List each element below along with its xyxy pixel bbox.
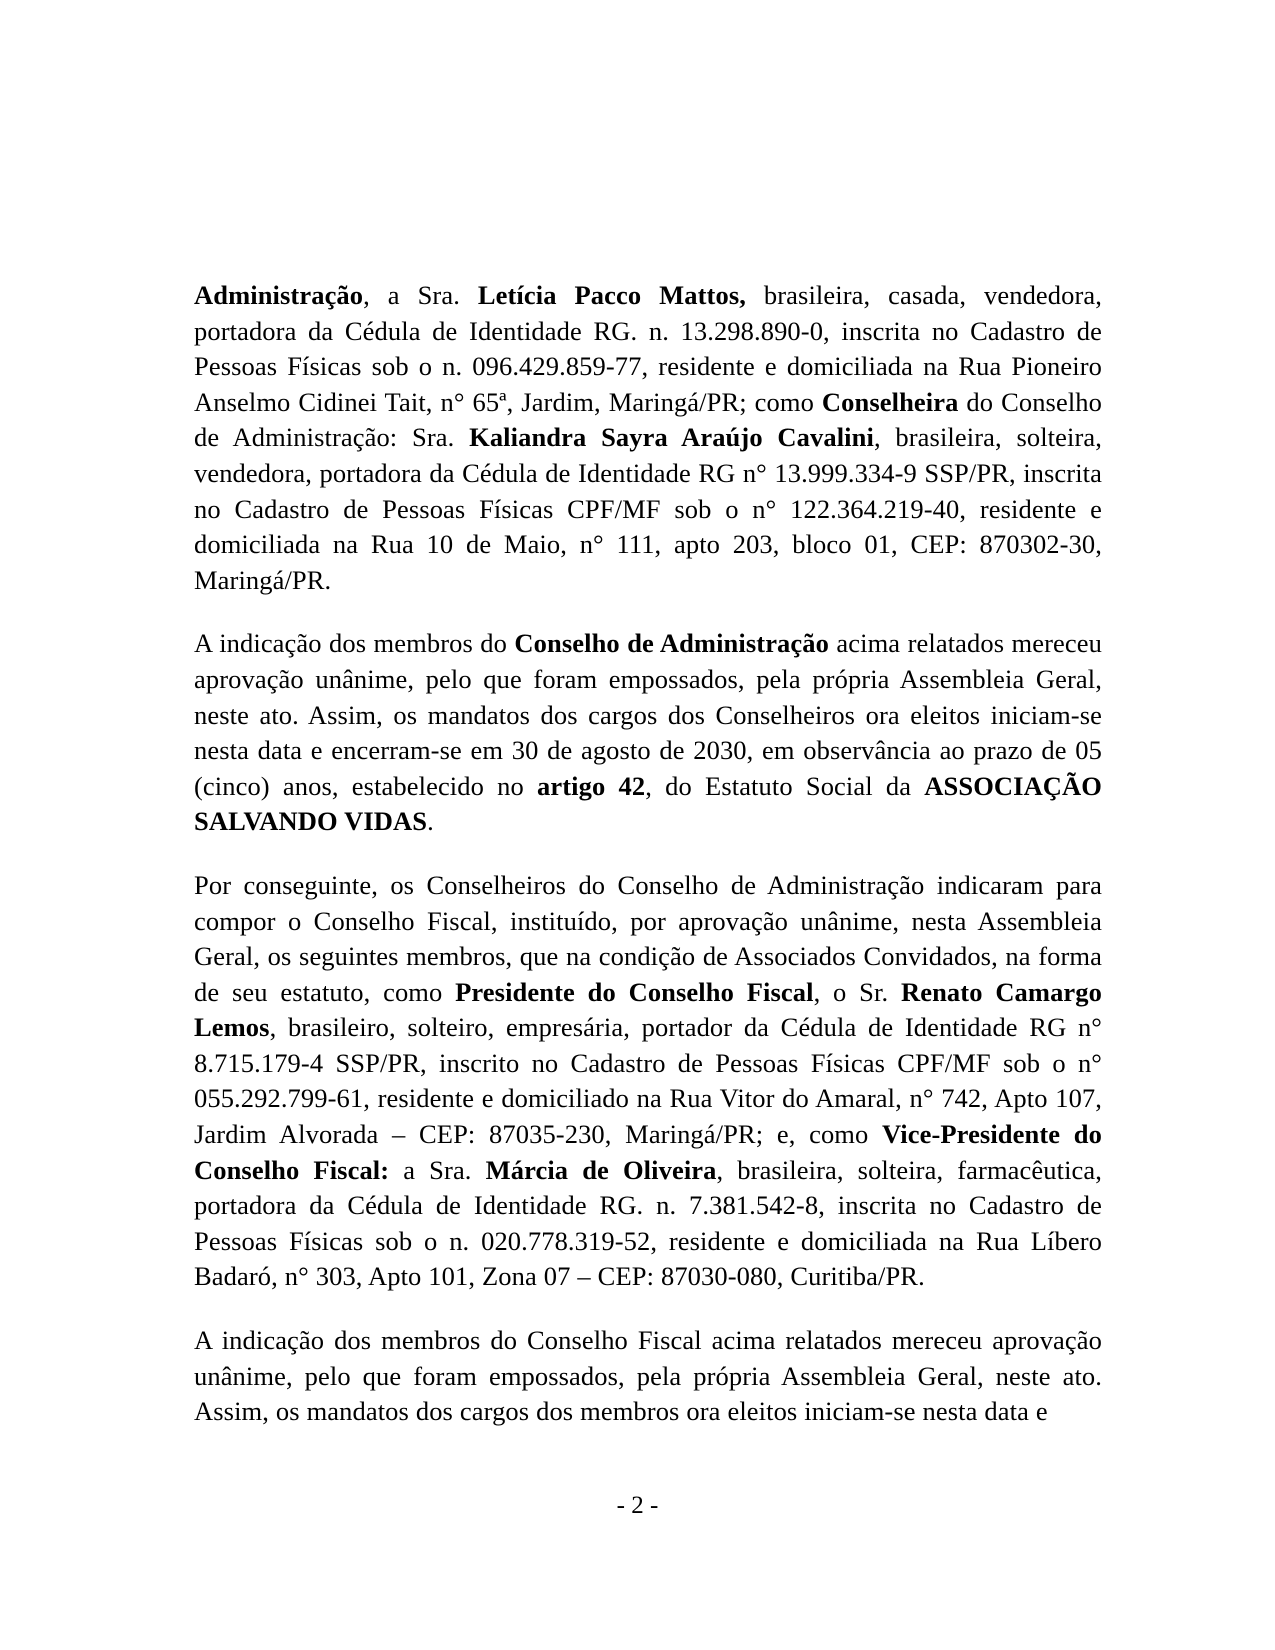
text-run-bold: Márcia de Oliveira [485,1154,717,1185]
text-run-bold: Letícia Pacco Mattos, [477,280,746,310]
text-run-bold: Vice-Presidente do Conselho Fiscal: [194,1119,1102,1185]
text-run: A indicação dos membros do [194,628,515,659]
text-run: A indicação dos membros do Conselho Fiscal acima relatados mereceu aprovação unânime, pelo que foram empossados, pela própria Assembleia Geral, neste ato. Assim, os mandatos dos cargos dos membros ora eleitos iniciam-se nesta data e [194,1325,1102,1427]
page-number: - 2 - [616,1492,659,1519]
text-run: , brasileira, solteira, vendedora, portadora da Cédula de Identidade RG n° 13.999.334-9 SSP/PR, inscrita no Cadastro de Pessoas Físicas CPF/MF sob o n° 122.364.219-40, residente e domiciliada na Rua 10 de Maio, n° 111, apto 203, bloco 01, CEP: 870302-30, Maringá/PR. [194,422,1102,595]
text-run-bold: Kaliandra Sayra Araújo Cavalini [469,422,874,453]
text-run-bold: artigo 42 [537,770,646,801]
text-run-bold: ASSOCIAÇÃO SALVANDO VIDAS [194,770,1102,837]
paragraph-1 [194,278,1102,598]
text-run: acima relatados mereceu aprovação unânime, pelo que foram empossados, pela própria Assembleia Geral, neste ato. Assim, os mandatos dos cargos dos Conselheiros ora eleitos iniciam-se nesta data e encerram-se em 30 de agosto de 2030, em observância ao prazo de 05 (cinco) anos, estabelecido no [194,628,1102,801]
text-run: , do Estatuto Social da [645,770,925,801]
paragraph-4 [194,1323,1102,1430]
document-body [194,278,1102,1430]
text-run-bold: Administração [194,280,364,310]
text-run: . [427,806,434,837]
text-run-bold: Conselho de Administração [514,628,829,659]
paragraph-3 [194,868,1102,1295]
text-run-bold: Conselheira [821,386,959,417]
text-run-bold: Presidente do Conselho Fiscal [455,976,814,1007]
text-run: do Conselho de Administração: Sra. [194,386,1102,453]
text-run: Por conseguinte, os Conselheiros do Conselho de Administração indicaram para compor o Conselho Fiscal, instituído, por aprovação unânime, nesta Assembleia Geral, os seguintes membros, que na condição de Associados Convidados, na forma de seu estatuto, como [194,869,1102,1007]
text-run: , brasileira, solteira, farmacêutica, portadora da Cédula de Identidade RG. n. 7.381.542-8, inscrita no Cadastro de Pessoas Físicas sob o n. 020.778.319-52, residente e domiciliada na Rua Líbero Badaró, n° 303, Apto 101, Zona 07 – CEP: 87030-080, Curitiba/PR. [194,1154,1102,1292]
text-run: , o Sr. [813,976,901,1007]
paragraph-2 [194,626,1102,840]
text-run: , a Sra. [363,280,478,310]
text-run: a Sra. [389,1154,486,1185]
text-run: , brasileiro, solteiro, empresária, portador da Cédula de Identidade RG n° 8.715.179-4 SSP/PR, inscrito no Cadastro de Pessoas Físicas CPF/MF sob o n° 055.292.799-61, residente e domiciliado na Rua Vitor do Amaral, n° 742, Apto 107, Jardim Alvorada – CEP: 87035-230, Maringá/PR; e, como [194,1012,1102,1150]
text-run: brasileira, casada, vendedora, portadora da Cédula de Identidade RG. n. 13.298.890-0, inscrita no Cadastro de Pessoas Físicas sob o n. 096.429.859-77, residente e domiciliada na Rua Pioneiro Anselmo Cidinei Tait, n° 65ª, Jardim, Maringá/PR; como [194,280,1103,417]
text-run-bold: Renato Camargo Lemos [194,976,1102,1043]
